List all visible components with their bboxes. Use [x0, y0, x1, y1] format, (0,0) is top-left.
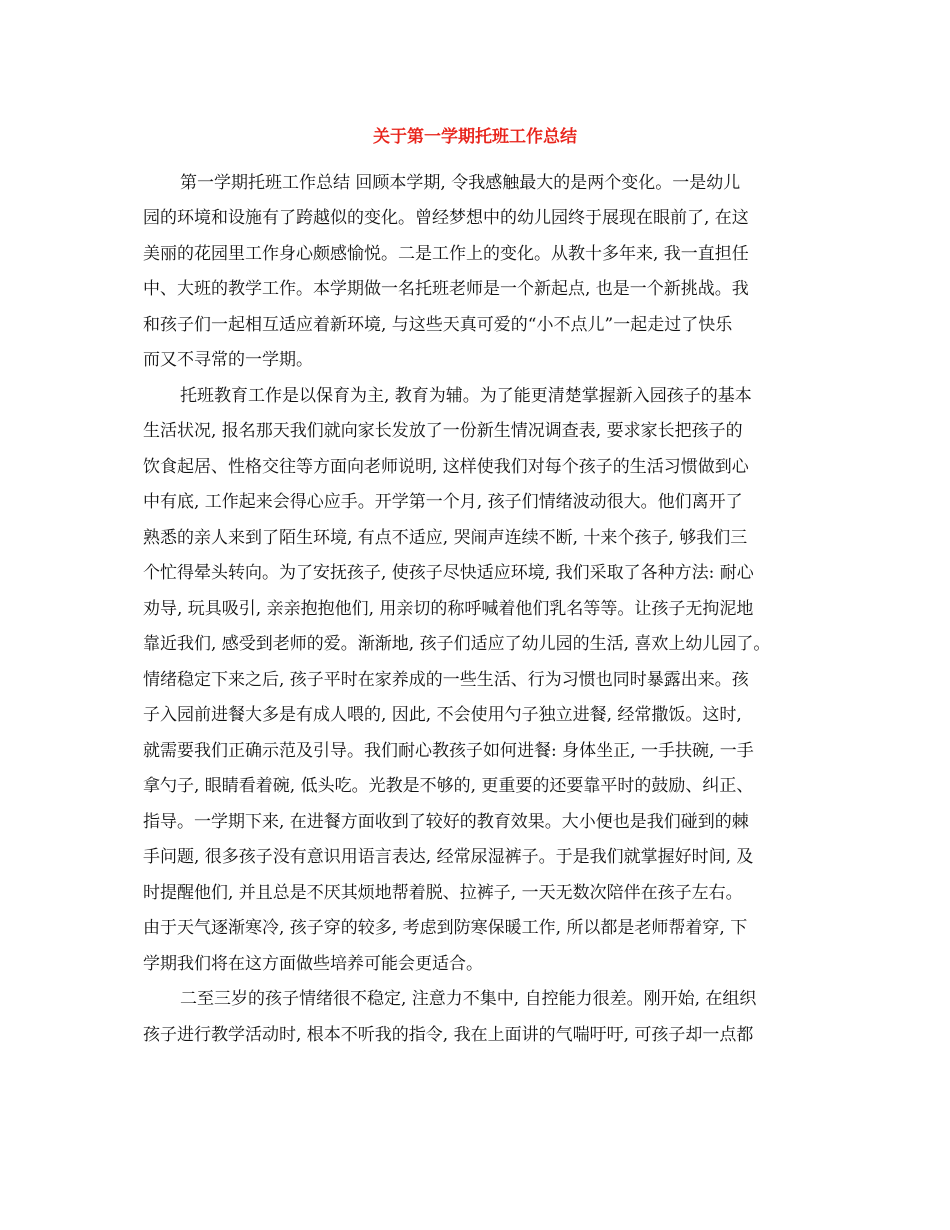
paragraph-line: 二至三岁的孩子情绪很不稳定, 注意力不集中, 自控能力很差。刚开始, 在组织 [180, 989, 757, 1009]
paragraph-line: 拿勺子, 眼睛看着碗, 低头吃。光教是不够的, 更重要的还要靠平时的鼓励、纠正、 [143, 776, 754, 796]
paragraph-line: 靠近我们, 感受到老师的爱。渐渐地, 孩子们适应了幼儿园的生活, 喜欢上幼儿园了。 [143, 634, 771, 654]
paragraph-line: 熟悉的亲人来到了陌生环境, 有点不适应, 哭闹声连续不断, 十来个孩子, 够我们三 [143, 528, 748, 548]
paragraph-line: 由于天气逐渐寒冷, 孩子穿的较多, 考虑到防寒保暖工作, 所以都是老师帮着穿, 下 [143, 918, 748, 938]
document-title: 关于第一学期托班工作总结 [373, 127, 577, 147]
paragraph-line: 手问题, 很多孩子没有意识用语言表达, 经常尿湿裤子。于是我们就掌握好时间, 及 [143, 847, 754, 867]
paragraph-line: 劝导, 玩具吸引, 亲亲抱抱他们, 用亲切的称呼喊着他们乳名等等。让孩子无拘泥地 [143, 599, 754, 619]
paragraph-line: 中、大班的教学工作。本学期做一名托班老师是一个新起点, 也是一个新挑战。我 [143, 279, 749, 299]
paragraph-line: 时提醒他们, 并且总是不厌其烦地帮着脱、拉裤子, 一天无数次陪伴在孩子左右。 [143, 883, 743, 903]
paragraph-line: 就需要我们正确示范及引导。我们耐心教孩子如何进餐: 身体坐正, 一手扶碗, 一手 [143, 741, 754, 761]
paragraph-line: 托班教育工作是以保育为主, 教育为辅。为了能更清楚掌握新入园孩子的基本 [180, 386, 752, 406]
paragraph-line: 学期我们将在这方面做些培养可能会更适合。 [143, 954, 483, 974]
paragraph-line: 园的环境和设施有了跨越似的变化。曾经梦想中的幼儿园终于展现在眼前了, 在这 [143, 208, 749, 228]
paragraph-line: 情绪稳定下来之后, 孩子平时在家养成的一些生活、行为习惯也同时暴露出来。孩 [143, 670, 749, 690]
paragraph-line: 子入园前进餐大多是有成人喂的, 因此, 不会使用勺子独立进餐, 经常撒饭。这时, [143, 705, 742, 725]
paragraph-line: 第一学期托班工作总结 回顾本学期, 令我感触最大的是两个变化。一是幼儿 [180, 173, 741, 193]
paragraph-line: 而又不寻常的一学期。 [143, 350, 313, 370]
paragraph-line: 中有底, 工作起来会得心应手。开学第一个月, 孩子们情绪波动很大。他们离开了 [143, 492, 743, 512]
paragraph-line: 孩子进行教学活动时, 根本不听我的指令, 我在上面讲的气喘吁吁, 可孩子却一点都 [143, 1025, 754, 1045]
paragraph-line: 美丽的花园里工作身心颇感愉悦。二是工作上的变化。从教十多年来, 我一直担任 [143, 244, 749, 264]
paragraph-line: 指导。一学期下来, 在进餐方面收到了较好的教育效果。大小便也是我们碰到的棘 [143, 812, 749, 832]
paragraph-line: 和孩子们一起相互适应着新环境, 与这些天真可爱的“小不点儿”一起走过了快乐 [143, 315, 733, 335]
paragraph-line: 生活状况, 报名那天我们就向家长发放了一份新生情况调查表, 要求家长把孩子的 [143, 421, 743, 441]
paragraph-line: 个忙得晕头转向。为了安抚孩子, 使孩子尽快适应环境, 我们采取了各种方法: 耐心 [143, 563, 754, 583]
paragraph-line: 饮食起居、性格交往等方面向老师说明, 这样使我们对每个孩子的生活习惯做到心 [143, 457, 749, 477]
